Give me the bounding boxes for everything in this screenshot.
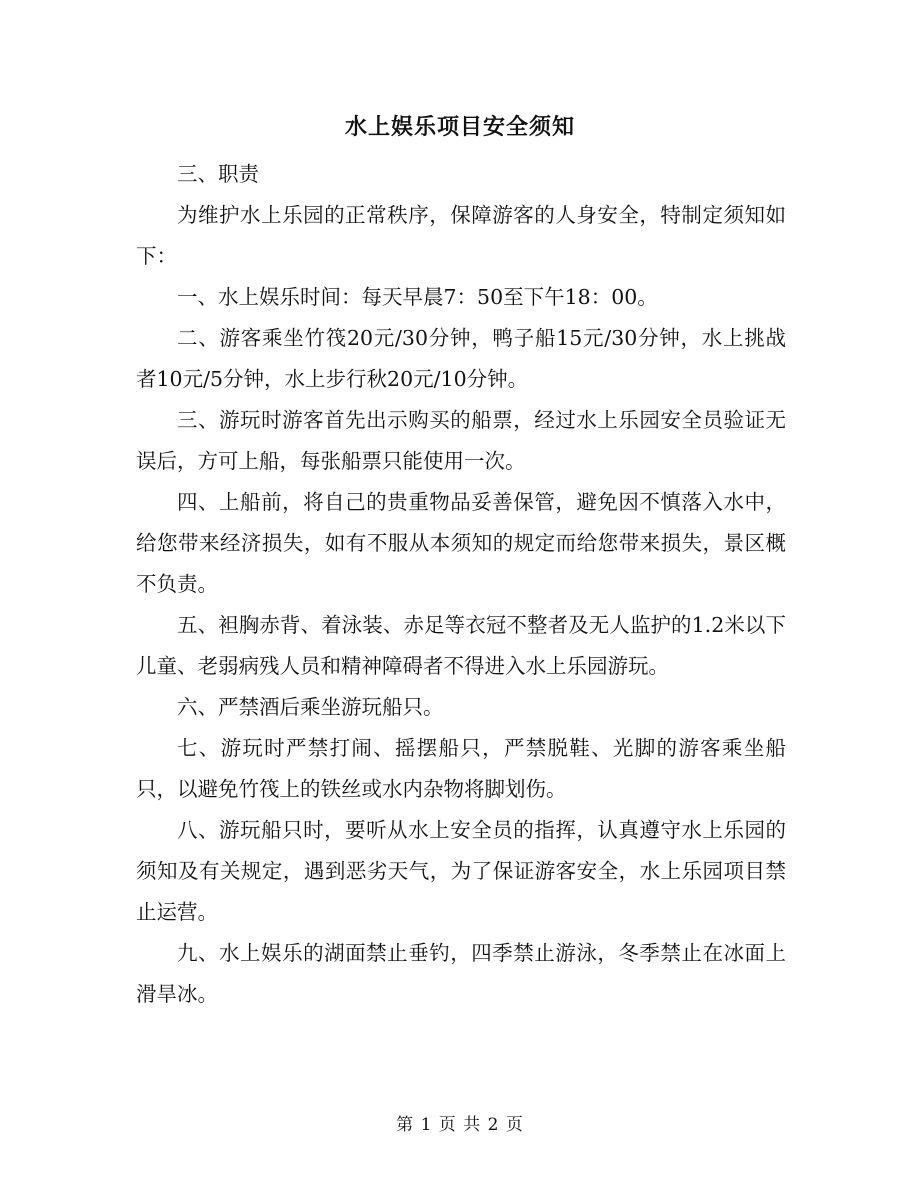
rule-paragraph: 三、游玩时游客首先出示购买的船票，经过水上乐园安全员验证无误后，方可上船，每张船票只能使用一次。 [136,408,786,473]
rule-paragraph: 五、袒胸赤背、着泳装、赤足等衣冠不整者及无人监护的1.2米以下儿童、老弱病残人员和精神障碍者不得进入水上乐园游玩。 [136,613,786,678]
page-footer [0,1113,920,1137]
rule-paragraph: 一、水上娱乐时间：每天早晨7：50至下午18：00。 [177,285,658,309]
page-number-label: 第 1 页 共 2 页 [396,1115,524,1135]
document-body [136,154,786,1015]
rule-paragraph: 二、游客乘坐竹筏20元/30分钟，鸭子船15元/30分钟，水上挑战者10元/5分钟，水上步行秋20元/10分钟。 [136,326,786,391]
rule-paragraph: 六、严禁酒后乘坐游玩船只。 [177,695,444,719]
intro-paragraph: 为维护水上乐园的正常秩序，保障游客的人身安全，特制定须知如下： [136,203,786,268]
rule-paragraph: 九、水上娱乐的湖面禁止垂钓，四季禁止游泳，冬季禁止在冰面上滑旱冰。 [136,941,786,1006]
section-heading: 三、职责 [177,162,259,186]
document-title: 水上娱乐项目安全须知 [344,114,575,140]
rule-paragraph: 七、游玩时严禁打闹、摇摆船只，严禁脱鞋、光脚的游客乘坐船只，以避免竹筏上的铁丝或水内杂物将脚划伤。 [136,736,786,801]
rule-paragraph: 四、上船前，将自己的贵重物品妥善保管，避免因不慎落入水中，给您带来经济损失，如有不服从本须知的规定而给您带来损失，景区概不负责。 [136,490,786,596]
rule-paragraph: 八、游玩船只时，要听从水上安全员的指挥，认真遵守水上乐园的须知及有关规定，遇到恶劣天气，为了保证游客安全，水上乐园项目禁止运营。 [136,818,786,924]
